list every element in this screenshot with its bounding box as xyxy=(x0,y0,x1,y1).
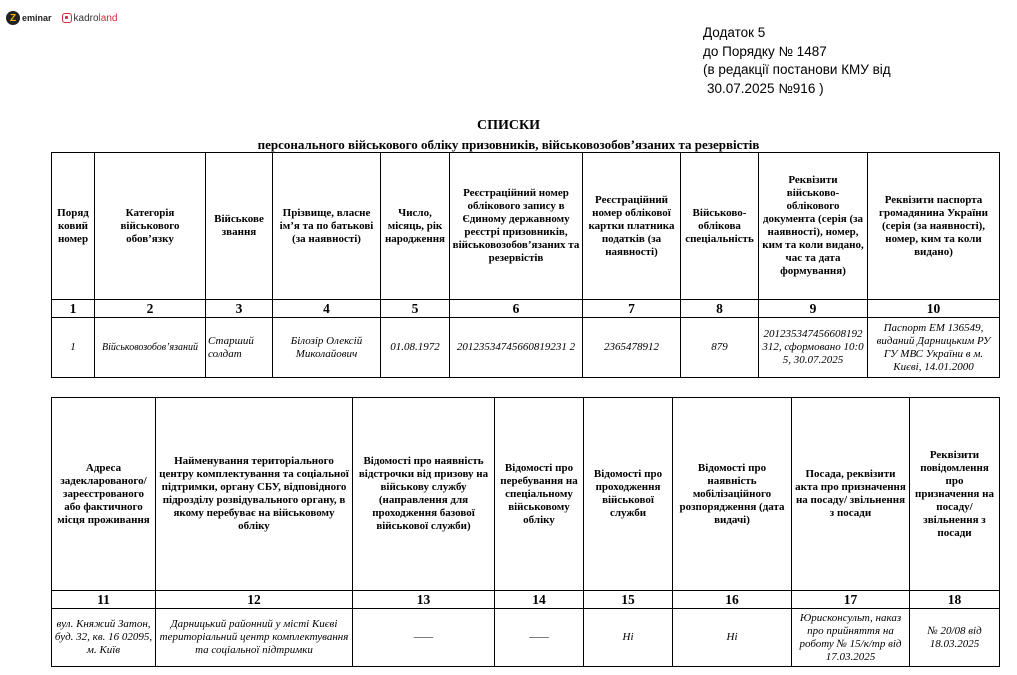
data-cell-military-service: Ні xyxy=(584,609,673,667)
data-cell-address: вул. Княжий Затон, буд. 32, кв. 16 02095, м. Київ xyxy=(52,609,156,667)
column-number: 9 xyxy=(759,300,868,318)
data-cell-rank: Старший солдат xyxy=(206,318,273,378)
data-cell-position-act: Юрисконсульт, наказ про прийняття на роботу № 15/к/тр від 17.03.2025 xyxy=(792,609,910,667)
registry-table-part-2 xyxy=(51,397,1000,667)
data-cell-special-registration: —— xyxy=(495,609,584,667)
column-number: 7 xyxy=(583,300,681,318)
data-cell-specialty: 879 xyxy=(681,318,759,378)
zeminar-logo xyxy=(6,11,52,25)
data-cell-position-notice: № 20/08 від 18.03.2025 xyxy=(910,609,1000,667)
column-number: 17 xyxy=(792,591,910,609)
header-cell: Категорія військового обов’язку xyxy=(95,153,206,300)
column-number: 18 xyxy=(910,591,1000,609)
zeminar-logo-text: eminar xyxy=(22,13,52,23)
header-cell: Відомості про перебування на спеціальному військовому обліку xyxy=(495,398,584,591)
annex-line-3: (в редакції постанови КМУ від xyxy=(703,62,891,77)
column-number: 10 xyxy=(868,300,1000,318)
header-cell: Адреса задекларованого/ зареєстрованого або фактичного місця проживання xyxy=(52,398,156,591)
header-cell: Найменування територіального центру комплектування та соціальної підтримки, органу СБУ, відповідного підрозділу розвідувального органу, в якому перебуває на військовому обліку xyxy=(156,398,353,591)
annex-note xyxy=(703,24,1003,98)
data-cell-full-name: Білозір Олексій Миколайович xyxy=(273,318,381,378)
header-cell: Реквізити військово-облікового документа (серія (за наявності), номер, ким та коли видано, час та дата формування) xyxy=(759,153,868,300)
data-cell-mobilization-order: Ні xyxy=(673,609,792,667)
data-cell-military-document: 201235347456608192312, сформовано 10:05, 30.07.2025 xyxy=(759,318,868,378)
annex-line-4: 30.07.2025 №916 ) xyxy=(707,80,824,96)
column-number: 14 xyxy=(495,591,584,609)
header-cell: Реквізити паспорта громадянина України (серія (за наявності), номер, ким та коли видано) xyxy=(868,153,1000,300)
column-number: 13 xyxy=(353,591,495,609)
data-cell-duty-category: Військовозобов’язаний xyxy=(95,318,206,378)
header-cell: Прізвище, власне ім’я та по батькові (за наявності) xyxy=(273,153,381,300)
column-number: 8 xyxy=(681,300,759,318)
zeminar-logo-icon: Z xyxy=(6,11,20,25)
column-number: 2 xyxy=(95,300,206,318)
kadroland-logo xyxy=(62,13,118,24)
document-title: СПИСКИ xyxy=(476,118,541,133)
column-number: 3 xyxy=(206,300,273,318)
data-cell-passport: Паспорт ЕМ 136549, виданий Дарницьким РУ ГУ МВС України в м. Києві, 14.01.2000 xyxy=(868,318,1000,378)
column-number: 5 xyxy=(381,300,450,318)
header-cell: Відомості про наявність відстрочки від призову на військову службу (направлення для проходження базової військової служби) xyxy=(353,398,495,591)
data-cell-registry-number: 20123534745660819231 2 xyxy=(450,318,583,378)
header-cell: Військово-облікова спеціальність xyxy=(681,153,759,300)
data-cell-deferment: —— xyxy=(353,609,495,667)
column-number: 4 xyxy=(273,300,381,318)
header-cell: Відомості про проходження військової служби xyxy=(584,398,673,591)
column-number: 15 xyxy=(584,591,673,609)
data-cell-tax-number: 2365478912 xyxy=(583,318,681,378)
column-number: 6 xyxy=(450,300,583,318)
header-cell: Поряд ковий номер xyxy=(52,153,95,300)
column-number: 1 xyxy=(52,300,95,318)
column-number: 16 xyxy=(673,591,792,609)
header-cell: Реєстраційний номер облікового запису в Єдиному державному реєстрі призовників, військовозобов’язаних та резервістів xyxy=(450,153,583,300)
annex-line-1: Додаток 5 xyxy=(703,25,766,40)
document-subtitle: персонального військового обліку призовників, військовозобов’язаних та резервістів xyxy=(257,137,760,152)
data-cell-recruitment-center: Дарницький районний у місті Києві територіальний центр комплектування та соціальної підтримки xyxy=(156,609,353,667)
data-cell-birth-date: 01.08.1972 xyxy=(381,318,450,378)
header-cell: Посада, реквізити акта про призначення на посаду/ звільнення з посади xyxy=(792,398,910,591)
annex-line-2: до Порядку № 1487 xyxy=(703,43,827,59)
header-cell: Реєстраційний номер облікової картки платника податків (за наявності) xyxy=(583,153,681,300)
data-cell-sequence-number: 1 xyxy=(52,318,95,378)
header-cell: Відомості про наявність мобілізаційного розпорядження (дата видачі) xyxy=(673,398,792,591)
header-cell: Число, місяць, рік народження xyxy=(381,153,450,300)
kadroland-logo-text: kadroland xyxy=(73,12,118,24)
kadroland-logo-icon xyxy=(62,13,72,23)
registry-table-part-1 xyxy=(51,152,1000,378)
header-cell: Реквізити повідомлення про призначення на посаду/ звільнення з посади xyxy=(910,398,1000,591)
logos xyxy=(6,11,117,25)
column-number: 11 xyxy=(52,591,156,609)
header-cell: Військове звання xyxy=(206,153,273,300)
column-number: 12 xyxy=(156,591,353,609)
